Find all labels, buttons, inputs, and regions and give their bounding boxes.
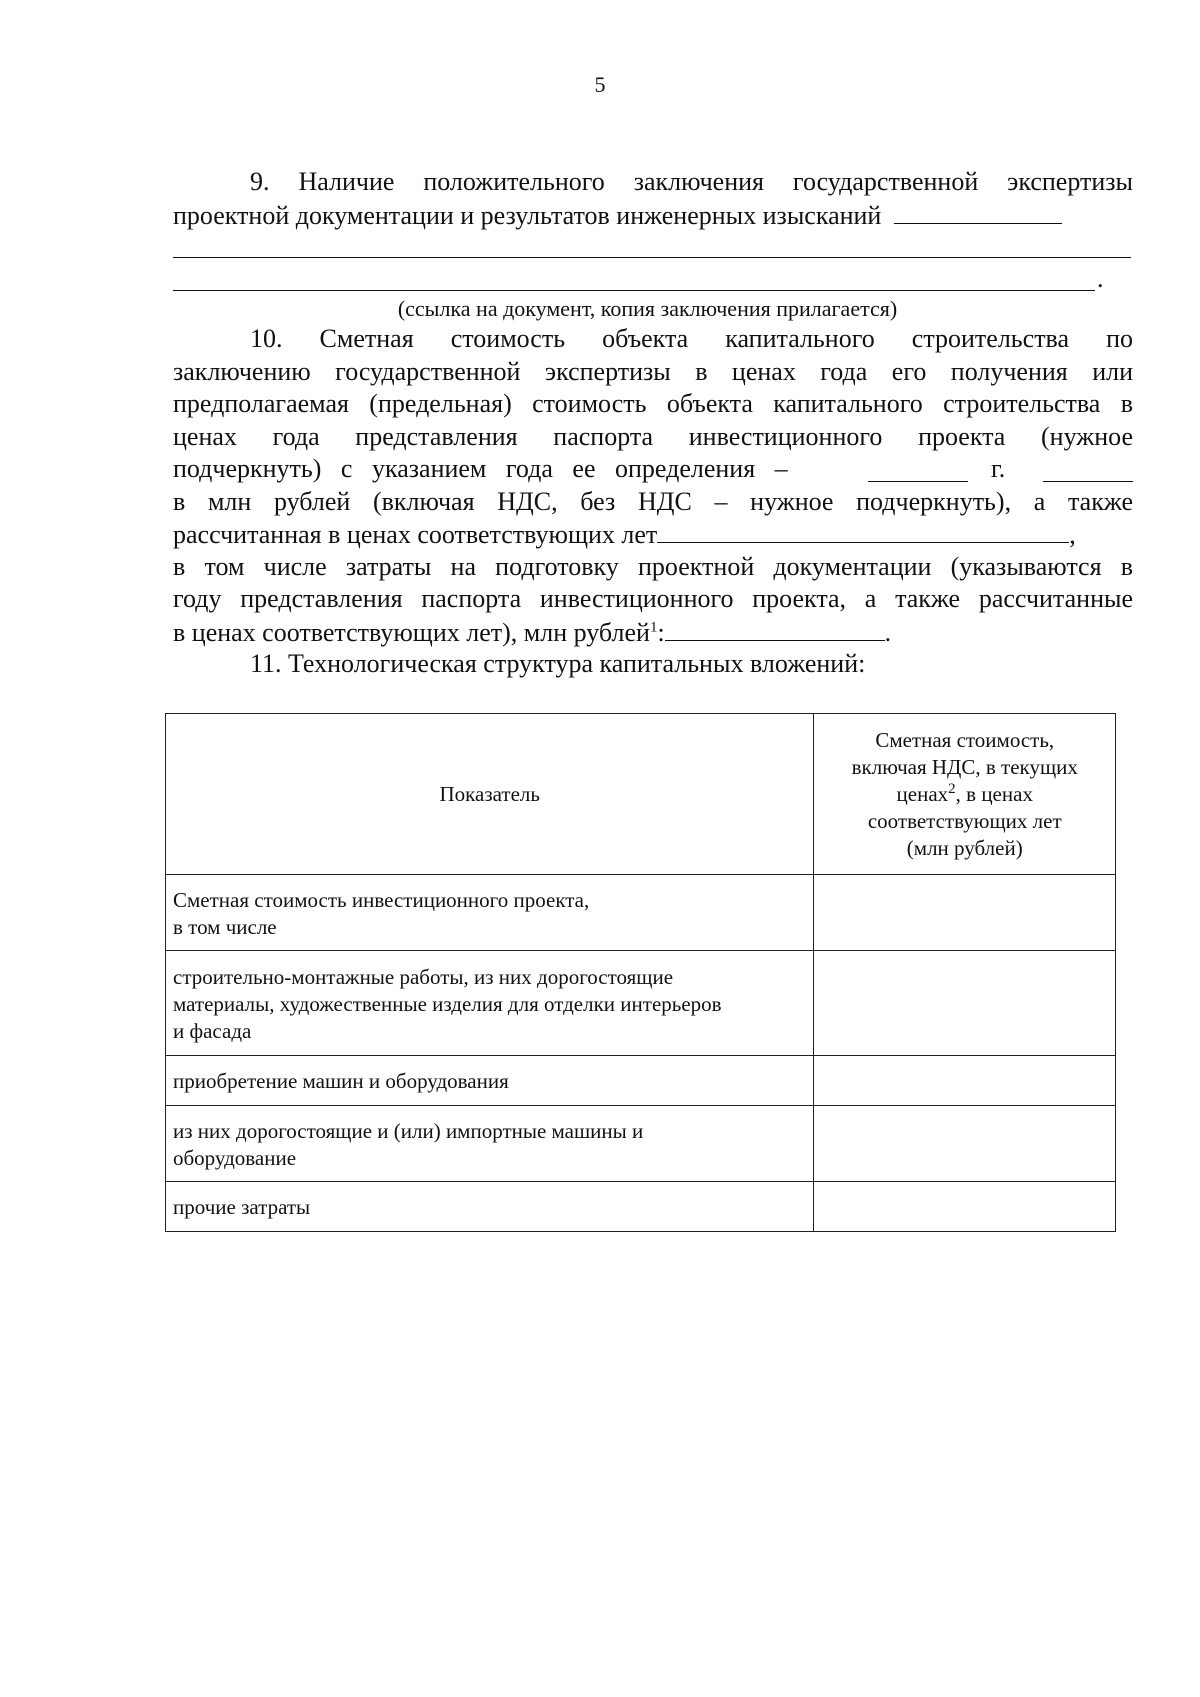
row-label-line: материалы, художественные изделия для отделки интерьеров	[173, 991, 722, 1016]
item-10-line-6: в млн рублей (включая НДС, без НДС – нужное подчеркнуть), а также	[173, 486, 1133, 516]
table-row	[166, 1056, 1116, 1106]
years-prices-blank[interactable]	[657, 518, 1069, 543]
item-9-line-2	[173, 199, 1133, 232]
row-label-line: в том числе	[173, 914, 277, 939]
row-label	[166, 875, 814, 951]
header-col2-line-3b: , в ценах	[955, 781, 1033, 806]
row-label	[166, 951, 814, 1056]
item-10-line-2: заключению государственной экспертизы в ценах года его получения или	[173, 356, 1133, 386]
item-10-line-10	[173, 616, 1133, 649]
item-11-title: 11. Технологическая структура капитальных вложений:	[250, 649, 866, 678]
item-10-line-5-text: подчеркнуть) с указанием года ее определения –	[173, 454, 788, 483]
item-10-line-7	[173, 518, 1133, 551]
expertise-blank-1[interactable]	[894, 199, 1062, 224]
item-9	[173, 166, 1133, 231]
item-9-line-2-text: проектной документации и результатов инженерных изысканий	[173, 200, 882, 230]
item-10-line-4: ценах года представления паспорта инвестиционного проекта (нужное	[173, 421, 1133, 451]
header-indicator: Показатель	[166, 714, 814, 875]
row-label	[166, 1182, 814, 1232]
capital-structure-table	[165, 713, 1116, 1232]
expertise-blank-3[interactable]	[173, 290, 1095, 291]
item-10-line-8: в том числе затраты на подготовку проектной документации (указываются в	[173, 551, 1133, 581]
item-10-line-9: году представления паспорта инвестиционного проекта, а также рассчитанные	[173, 584, 1133, 613]
design-cost-blank[interactable]	[665, 616, 885, 641]
row-value-cell[interactable]	[814, 951, 1116, 1056]
header-col2-line-4: соответствующих лет	[867, 808, 1062, 833]
item-10-line-1: 10. Сметная стоимость объекта капитального строительства по	[250, 324, 1133, 353]
row-value-cell[interactable]	[814, 1106, 1116, 1182]
value-blank[interactable]	[1043, 457, 1133, 482]
expertise-blank-2[interactable]	[173, 257, 1131, 258]
item-10-line-3: предполагаемая (предельная) стоимость объекта капитального строительства в	[173, 389, 1133, 418]
item-10-line-10-text: в ценах соответствующих лет), млн рублей	[173, 617, 650, 647]
table-row	[166, 1106, 1116, 1182]
header-col2-line-2: включая НДС, в текущих	[851, 754, 1078, 779]
item-10-line-7-text: рассчитанная в ценах соответствующих лет	[173, 520, 658, 549]
year-blank[interactable]	[868, 457, 968, 482]
item-10-line-7-comma: ,	[1069, 520, 1076, 549]
table-row	[166, 1182, 1116, 1232]
header-col2-line-3a: ценах	[896, 781, 949, 806]
item-10-line-10-end: .	[884, 617, 892, 647]
footnote-1-marker: 1	[649, 618, 658, 635]
row-label-line: и фасада	[173, 1018, 252, 1043]
page-number: 5	[594, 72, 606, 97]
table-header-row	[166, 714, 1116, 875]
row-label-line: прочие затраты	[173, 1195, 311, 1219]
row-label-line: оборудование	[173, 1145, 297, 1170]
item-10-line-5-year-unit: г.	[991, 454, 1006, 483]
row-value-cell[interactable]	[814, 1182, 1116, 1232]
row-label	[166, 1056, 814, 1106]
item-10	[173, 323, 1133, 648]
row-value-cell[interactable]	[814, 1056, 1116, 1106]
footnote-2-marker: 2	[948, 780, 956, 797]
header-col2-line-5: (млн рублей)	[906, 835, 1023, 860]
item-10-line-10-colon: :	[657, 617, 665, 647]
item-9-line-1: 9. Наличие положительного заключения государственной экспертизы	[250, 167, 1133, 196]
item-9-end-punct: .	[1097, 264, 1104, 293]
item-10-line-5	[173, 453, 1133, 486]
table-row	[166, 951, 1116, 1056]
row-label-line: строительно-монтажные работы, из них дорогостоящие	[173, 964, 674, 989]
row-label-line: Сметная стоимость инвестиционного проекта,	[173, 887, 590, 912]
row-label-line: из них дорогостоящие и (или) импортные машины и	[173, 1118, 644, 1143]
table-row	[166, 875, 1116, 951]
header-estimated-cost	[814, 714, 1116, 875]
item-9-caption: (ссылка на документ, копия заключения прилагается)	[397, 296, 898, 321]
header-col2-line-1: Сметная стоимость,	[875, 727, 1055, 752]
row-value-cell[interactable]	[814, 875, 1116, 951]
row-label	[166, 1106, 814, 1182]
row-label-line: приобретение машин и оборудования	[173, 1069, 509, 1093]
